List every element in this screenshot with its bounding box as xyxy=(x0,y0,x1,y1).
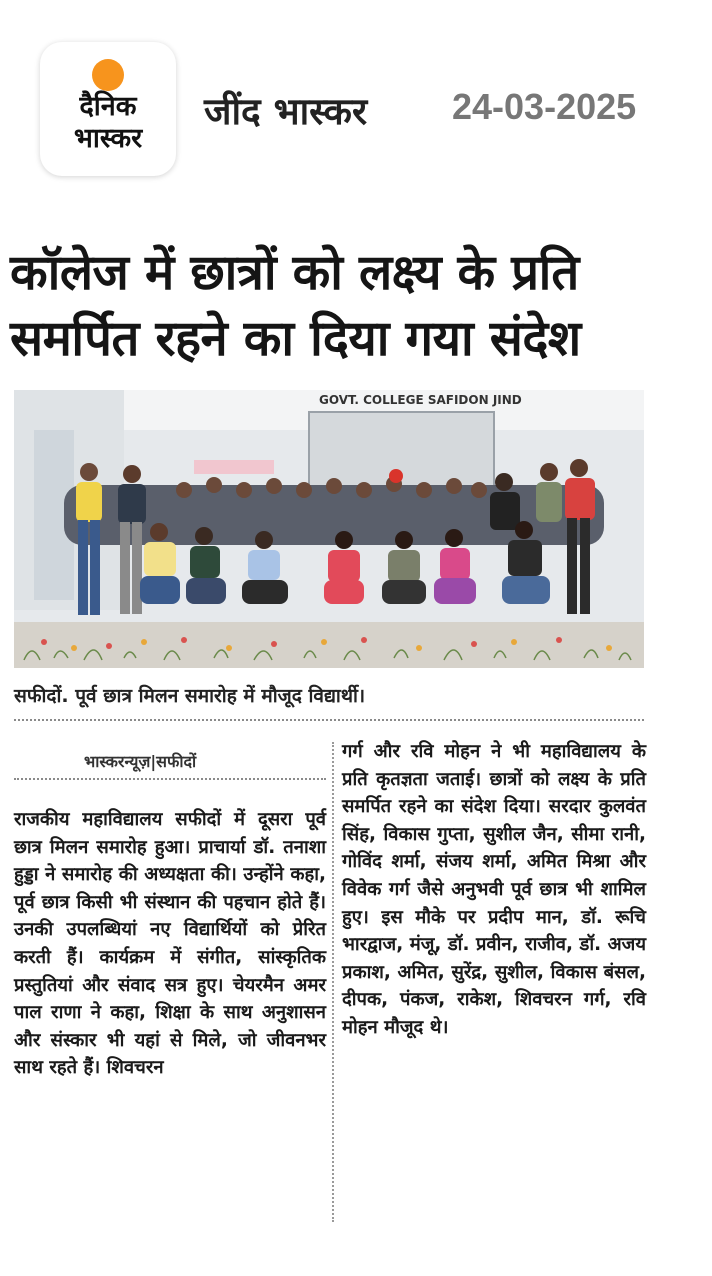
photo-caption: सफीदों. पूर्व छात्र मिलन समारोह में मौजूद विद्यार्थी। xyxy=(14,685,366,707)
column-divider xyxy=(332,742,334,1222)
byline-block xyxy=(14,740,326,782)
masthead xyxy=(0,0,712,200)
dainik-bhaskar-logo[interactable] xyxy=(40,42,176,176)
article-text-right: गर्ग और रवि मोहन ने भी महाविद्यालय के प्रति कृतज्ञता जताई। छात्रों को लक्ष्य के प्रति समर्पित रहने का संदेश दिया। सरदार कुलवंत सिंह, विकास गुप्ता, सुशील जैन, सीमा रानी, गोविंद शर्मा, संजय शर्मा, अमित मिश्रा और विवेक गर्ग जैसे अनुभवी पूर्व छात्र भी शामिल हुए। इस मौके पर प्रदीप मान, डॉ. रूचि भारद्वाज, मंजू, डॉ. प्रवीन, राजीव, डॉ. अजय प्रकाश, अमित, सुरेंद्र, सुशील, विकास बंसल, दीपक, पंकज, राकेश, शिवचरन गर्ग, रवि मोहन मौजूद थे। xyxy=(342,741,646,1038)
article-headline: कॉलेज में छात्रों को लक्ष्य के प्रति समर्पित रहने का दिया गया संदेश xyxy=(10,244,581,367)
group-photo[interactable] xyxy=(14,390,644,668)
article-column-right xyxy=(342,738,646,1042)
logo-text-line1: दैनिक xyxy=(79,91,137,122)
byline-divider xyxy=(14,778,326,780)
article-text-left: राजकीय महाविद्यालय सफीदों में दूसरा पूर्व छात्र मिलन समारोह हुआ। प्राचार्या डॉ. तनाशा हुड्डा ने समारोह की अध्यक्षता की। उन्होंने कहा, पूर्व छात्र किसी भी संस्थान की पहचान होते हैं। उनकी उपलब्धियां नए विद्यार्थियों को प्रेरित करती हैं। कार्यक्रम में संगीत, सांस्कृतिक प्रस्तुतियां और संवाद सत्र हुए। चेयरमैन अमर पाल राणा ने कहा, शिक्षा के साथ अनुशासन और संस्कार भी यहां से मिले, जो जीवनभर साथ रहते हैं। शिवचरन xyxy=(14,809,326,1079)
group-photo-illustration xyxy=(14,390,644,668)
caption-divider xyxy=(14,719,644,721)
logo-text-line2: भास्कर xyxy=(73,123,143,154)
edition-date: 24-03-2025 xyxy=(452,86,637,127)
sun-icon xyxy=(92,59,124,91)
edition-name: जींद भास्कर xyxy=(204,90,368,133)
byline: भास्करन्यूज़|सफीदों xyxy=(84,752,197,771)
banner-text: GOVT. COLLEGE SAFIDON JIND xyxy=(319,393,522,407)
